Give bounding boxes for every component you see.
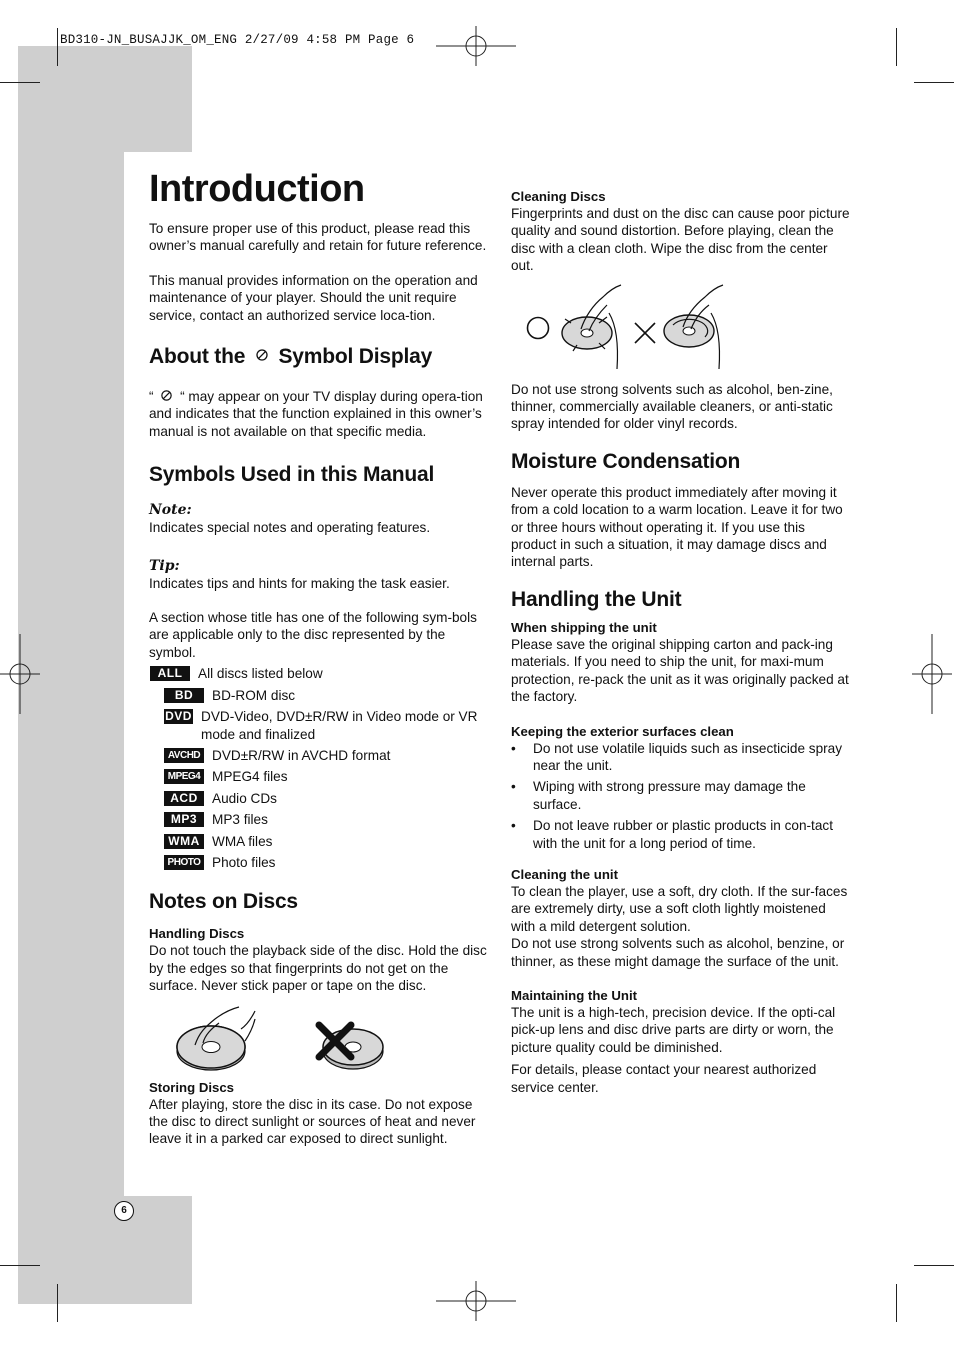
page-title: Introduction [149, 168, 365, 210]
crop-mark [57, 1284, 58, 1322]
list-item [149, 833, 487, 850]
section-symbols-text: A section whose title has one of the following sym-bols are applicable only to the disc represented by the symbol. [149, 610, 477, 660]
disc-badge-all: ALL [150, 666, 190, 681]
registration-mark-icon [436, 26, 516, 66]
tip-text: Indicates tips and hints for making the task easier. [149, 575, 450, 591]
disc-touched-wrong-icon [311, 1005, 391, 1073]
intro-paragraph-2: This manual provides information on the operation and maintenance of your player. Should the unit require service, contact an authorized service loca-tion. [149, 272, 478, 323]
list-item: • Wiping with strong pressure may damage the surface. [511, 778, 851, 813]
open-quote: “ [149, 389, 154, 405]
disc-badge-description: DVD±R/RW in AVCHD format [212, 747, 391, 763]
maintaining-text-1: The unit is a high-tech, precision device. If the opti-cal pick-up lens and disc drive parts are dirty or worn, the picture quality could be diminished. [511, 1004, 836, 1055]
storing-discs-title: Storing Discs [149, 1079, 235, 1095]
gray-margin-top [18, 46, 192, 152]
left-column [149, 166, 487, 1148]
disc-badge-bd: BD [164, 688, 204, 703]
list-item [149, 790, 487, 807]
tip-label: Tip: [149, 557, 180, 574]
list-item: • Do not use volatile liquids such as insecticide spray near the unit. [511, 740, 851, 775]
shipping-title: When shipping the unit [511, 619, 657, 635]
symbols-manual-heading: Symbols Used in this Manual [149, 463, 435, 487]
handling-unit-heading: Handling the Unit [511, 587, 682, 611]
crop-mark [57, 28, 58, 66]
crop-mark [914, 82, 954, 83]
disc-cleaning-illustration [511, 283, 851, 373]
maintaining-text-2: For details, please contact your nearest authorized service center. [511, 1062, 817, 1095]
registration-mark-icon [912, 634, 952, 714]
prohibited-circle-icon [160, 389, 173, 402]
note-label: Note: [149, 502, 192, 519]
list-item [149, 747, 487, 764]
disc-held-by-edge-icon [175, 1005, 257, 1073]
disc-badge-mpeg4: MPEG4 [164, 769, 204, 784]
disc-badge-description: Photo files [212, 854, 276, 870]
moisture-heading: Moisture Condensation [511, 449, 741, 473]
list-item [149, 811, 487, 828]
list-item [149, 854, 487, 871]
notes-on-discs-heading: Notes on Discs [149, 890, 298, 914]
disc-badge-dvd: DVD [165, 709, 192, 724]
exterior-bullet-list [511, 740, 851, 852]
moisture-text: Never operate this product immediately after moving it from a cold location to a warm location. Leave it for two or three hours without operating it. If you use this product in such a situation, it may damage discs and internal parts. [511, 484, 843, 570]
symbol-display-heading [149, 344, 487, 370]
handling-discs-text: Do not touch the playback side of the disc. Hold the disc by the edges so that fingerprints do not get on the surface. Never stick paper or tape on the disc. [149, 943, 487, 994]
crop-mark [896, 28, 897, 66]
disc-badge-avchd: AVCHD [164, 748, 204, 763]
page-number: 6 [114, 1201, 134, 1221]
print-slug: BD310-JN_BUSAJJK_OM_ENG 2/27/09 4:58 PM Page 6 [60, 33, 415, 47]
crop-mark [914, 1265, 954, 1266]
prohibited-circle-icon [255, 348, 269, 362]
disc-wiped-circular-icon [661, 283, 731, 373]
cleaning-discs-title: Cleaning Discs [511, 189, 606, 204]
disc-symbol-list [149, 665, 487, 871]
symbol-display-body: “ may appear on your TV display during opera-tion and indicates that the function explained in this owner’s manual is not available on that specific media. [149, 389, 483, 439]
list-item: • Do not leave rubber or plastic products in con-tact with the unit for a long period of time. [511, 817, 851, 852]
right-column [511, 188, 851, 1096]
disc-badge-description: WMA files [212, 833, 273, 849]
cleaning-unit-title: Cleaning the unit [511, 866, 618, 882]
disc-badge-description: DVD-Video, DVD±R/RW in Video mode or VR mode and finalized [201, 709, 478, 742]
disc-badge-description: MPEG4 files [212, 769, 288, 785]
disc-handling-illustration [149, 1005, 487, 1073]
list-item [149, 687, 487, 704]
disc-badge-description: BD-ROM disc [212, 687, 296, 703]
storing-discs-text: After playing, store the disc in its case. Do not expose the disc to direct sunlight or sources of heat and never leave it in a parked car exposed to direct sunlight. [149, 1096, 476, 1147]
cleaning-discs-text: Fingerprints and dust on the disc can cause poor picture quality and sound distortion. Before playing, clean the disc with a clean cloth. Wipe the disc from the center out. [511, 206, 850, 274]
handling-discs-title: Handling Discs [149, 926, 245, 942]
shipping-text: Please save the original shipping carton and pack-ing materials. If you need to ship the unit, for maxi-mum protection, re-pack the unit as it was originally packed at the factory. [511, 636, 849, 705]
cleaning-unit-text-2: Do not use strong solvents such as alcohol, benzine, or thinner, as these might damage the surface of the unit. [511, 936, 845, 969]
list-item [149, 665, 487, 682]
list-item [149, 768, 487, 785]
disc-badge-description: All discs listed below [198, 666, 323, 682]
gray-margin-bottom [18, 1196, 192, 1304]
registration-mark-icon [436, 1281, 516, 1321]
crop-mark [896, 1284, 897, 1322]
exterior-title: Keeping the exterior surfaces clean [511, 723, 734, 739]
disc-badge-description: Audio CDs [212, 790, 277, 806]
list-item [149, 708, 487, 743]
intro-paragraph-1: To ensure proper use of this product, please read this owner’s manual carefully and retain for future reference. [149, 221, 487, 254]
crop-mark [0, 82, 40, 83]
wrong-cross-icon [633, 321, 657, 345]
disc-badge-acd: ACD [164, 791, 204, 806]
maintaining-title: Maintaining the Unit [511, 987, 638, 1003]
cleaning-discs-warning: Do not use strong solvents such as alcohol, ben-zine, thinner, commercially available cleaners, or anti-static spray intended for older vinyl records. [511, 381, 833, 432]
crop-mark [0, 1265, 40, 1266]
note-text: Indicates special notes and operating features. [149, 520, 431, 536]
correct-circle-icon [525, 315, 551, 341]
registration-mark-icon [0, 634, 40, 714]
cleaning-unit-text-1: To clean the player, use a soft, dry cloth. If the sur-faces are extremely dirty, use a soft cloth lightly moistened with a mild detergent solution. [511, 883, 848, 934]
disc-wiped-center-out-icon [559, 283, 629, 373]
disc-badge-mp3: MP3 [164, 812, 204, 827]
symbol-display-heading-before: About the [149, 345, 246, 369]
disc-badge-photo: PHOTO [164, 855, 204, 870]
disc-badge-wma: WMA [164, 834, 204, 849]
symbol-display-heading-after: Symbol Display [278, 345, 433, 369]
disc-badge-description: MP3 files [212, 812, 268, 828]
symbol-display-text [149, 388, 487, 440]
